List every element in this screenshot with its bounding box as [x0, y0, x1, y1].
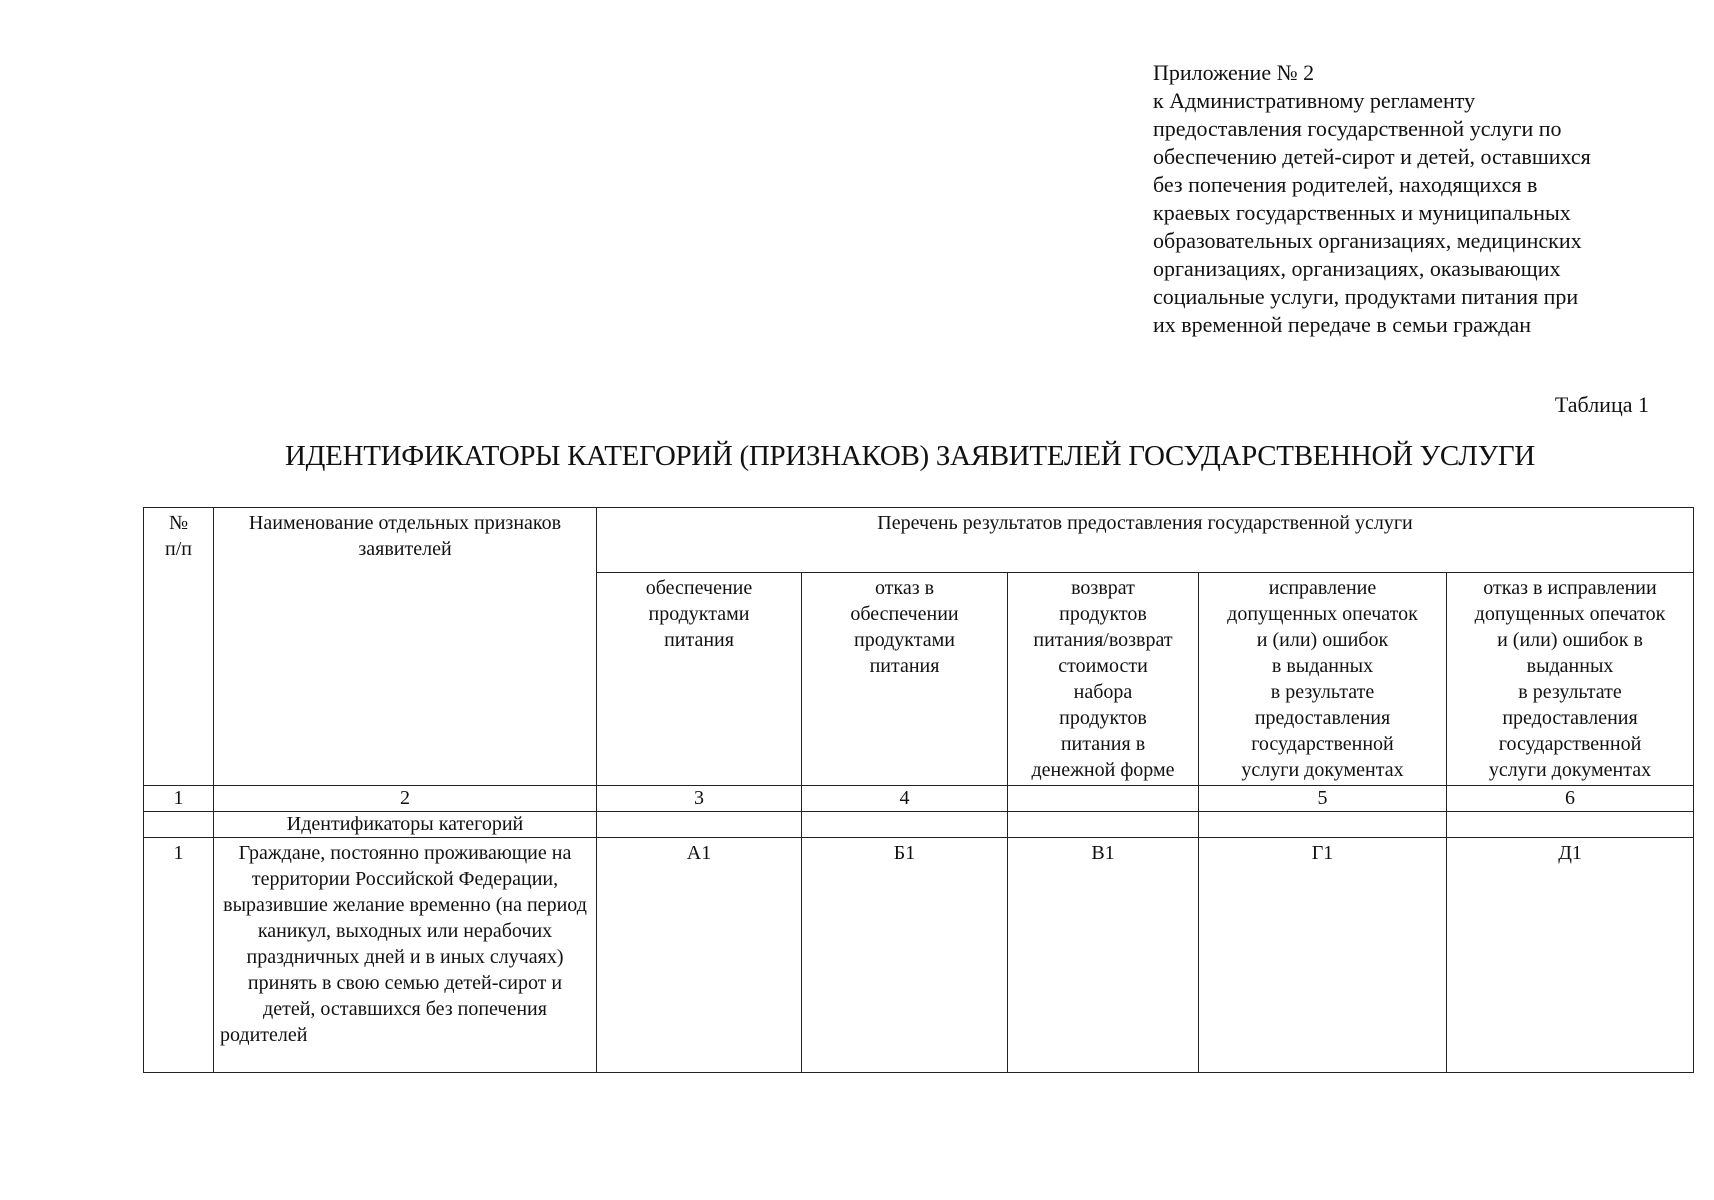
column-number: 2 — [214, 786, 597, 812]
header-line: обеспечении — [850, 603, 959, 625]
header-name — [214, 508, 597, 786]
appendix-line: организациях, организациях, оказывающих — [1153, 256, 1561, 281]
header-line: продуктами — [648, 603, 750, 625]
table-label: Таблица 1 — [1554, 392, 1649, 417]
header-line: исправление — [1268, 577, 1377, 599]
column-number: 3 — [597, 786, 802, 812]
header-line: набора — [1073, 681, 1133, 703]
header-line: и (или) ошибок — [1256, 629, 1389, 651]
header-line: питания — [869, 655, 940, 677]
header-result-correction-refusal — [1447, 573, 1694, 786]
header-number-line: № — [168, 512, 189, 534]
empty-cell — [144, 812, 214, 838]
header-line: и (или) ошибок в — [1497, 629, 1643, 651]
header-name-line: Наименование отдельных признаков — [248, 512, 562, 534]
identifier-code: Д1 — [1447, 838, 1694, 1073]
appendix-line: Приложение № 2 — [1153, 60, 1315, 85]
header-line: обеспечение — [645, 577, 753, 599]
appendix-line: краевых государственных и муниципальных — [1153, 200, 1571, 225]
header-line: предоставления — [1254, 707, 1391, 729]
appendix-line: предоставления государственной услуги по — [1153, 116, 1562, 141]
header-result-return — [1008, 573, 1199, 786]
header-line: выданных — [1526, 655, 1614, 677]
appendix-line: образовательных организациях, медицинских — [1153, 228, 1582, 253]
header-result-refusal — [802, 573, 1008, 786]
column-number: 4 — [802, 786, 1008, 812]
header-line: в выданных — [1271, 655, 1374, 677]
header-line: государственной — [1498, 733, 1642, 755]
appendix-line: к Административному регламенту — [1153, 88, 1476, 113]
header-line: в результате — [1518, 681, 1622, 703]
appendix-line: социальные услуги, продуктами питания при — [1153, 284, 1579, 309]
empty-cell — [802, 812, 1008, 838]
empty-cell — [597, 812, 802, 838]
appendix-header — [1153, 59, 1673, 339]
identifiers-table — [143, 507, 1694, 1073]
empty-cell — [1447, 812, 1694, 838]
category-label: Идентификаторы категорий — [214, 812, 597, 838]
header-line: услуги документах — [1241, 759, 1404, 781]
appendix-line: без попечения родителей, находящихся в — [1153, 172, 1538, 197]
header-line: услуги документах — [1488, 759, 1652, 781]
header-result-food — [597, 573, 802, 786]
header-line: стоимости — [1058, 655, 1148, 677]
header-line: продуктов — [1059, 603, 1147, 625]
header-line: питания — [664, 629, 734, 651]
identifier-code: В1 — [1008, 838, 1199, 1073]
header-line: отказ в — [874, 577, 935, 599]
category-label-row — [144, 812, 1694, 838]
header-line: денежной форме — [1031, 759, 1175, 781]
header-result-correction — [1199, 573, 1447, 786]
header-name-line: заявителей — [358, 538, 452, 560]
identifier-code: Б1 — [802, 838, 1008, 1073]
empty-cell — [1008, 812, 1199, 838]
header-line: питания в — [1060, 733, 1146, 755]
appendix-line: их временной передаче в семьи граждан — [1153, 312, 1531, 337]
applicant-description: Граждане, постоянно проживающие на территории Российской Федерации, выразившие желание временно (на период каникул, выходных или нерабочих праздничных дней и в иных случаях) принять в свою семью детей-сирот и детей, оставшихся без попечения родителей — [214, 838, 597, 1073]
header-line: в результате — [1270, 681, 1375, 703]
header-line: продуктами — [854, 629, 955, 651]
table-row — [144, 838, 1694, 1073]
empty-cell — [1199, 812, 1447, 838]
identifier-code: А1 — [597, 838, 802, 1073]
column-number — [1008, 786, 1199, 812]
header-line: предоставления — [1502, 707, 1638, 729]
column-numbers-row — [144, 786, 1694, 812]
header-line: допущенных опечаток — [1474, 603, 1666, 625]
column-number: 1 — [144, 786, 214, 812]
header-line: отказ в исправлении — [1483, 577, 1657, 599]
header-line: питания/возврат — [1033, 629, 1173, 651]
appendix-line: обеспечению детей-сирот и детей, оставшихся — [1153, 144, 1591, 169]
header-line: допущенных опечаток — [1227, 603, 1418, 625]
header-number-line: п/п — [165, 538, 192, 560]
column-number: 5 — [1199, 786, 1447, 812]
document-title: ИДЕНТИФИКАТОРЫ КАТЕГОРИЙ (ПРИЗНАКОВ) ЗАЯВИТЕЛЕЙ ГОСУДАРСТВЕННОЙ УСЛУГИ — [285, 440, 1535, 472]
header-line: возврат — [1071, 577, 1135, 599]
header-results: Перечень результатов предоставления государственной услуги — [597, 508, 1694, 573]
header-line: продуктов — [1059, 707, 1147, 729]
column-number: 6 — [1447, 786, 1694, 812]
identifier-code: Г1 — [1199, 838, 1447, 1073]
row-number: 1 — [144, 838, 214, 1073]
header-number — [144, 508, 214, 786]
header-line: государственной — [1251, 733, 1394, 755]
